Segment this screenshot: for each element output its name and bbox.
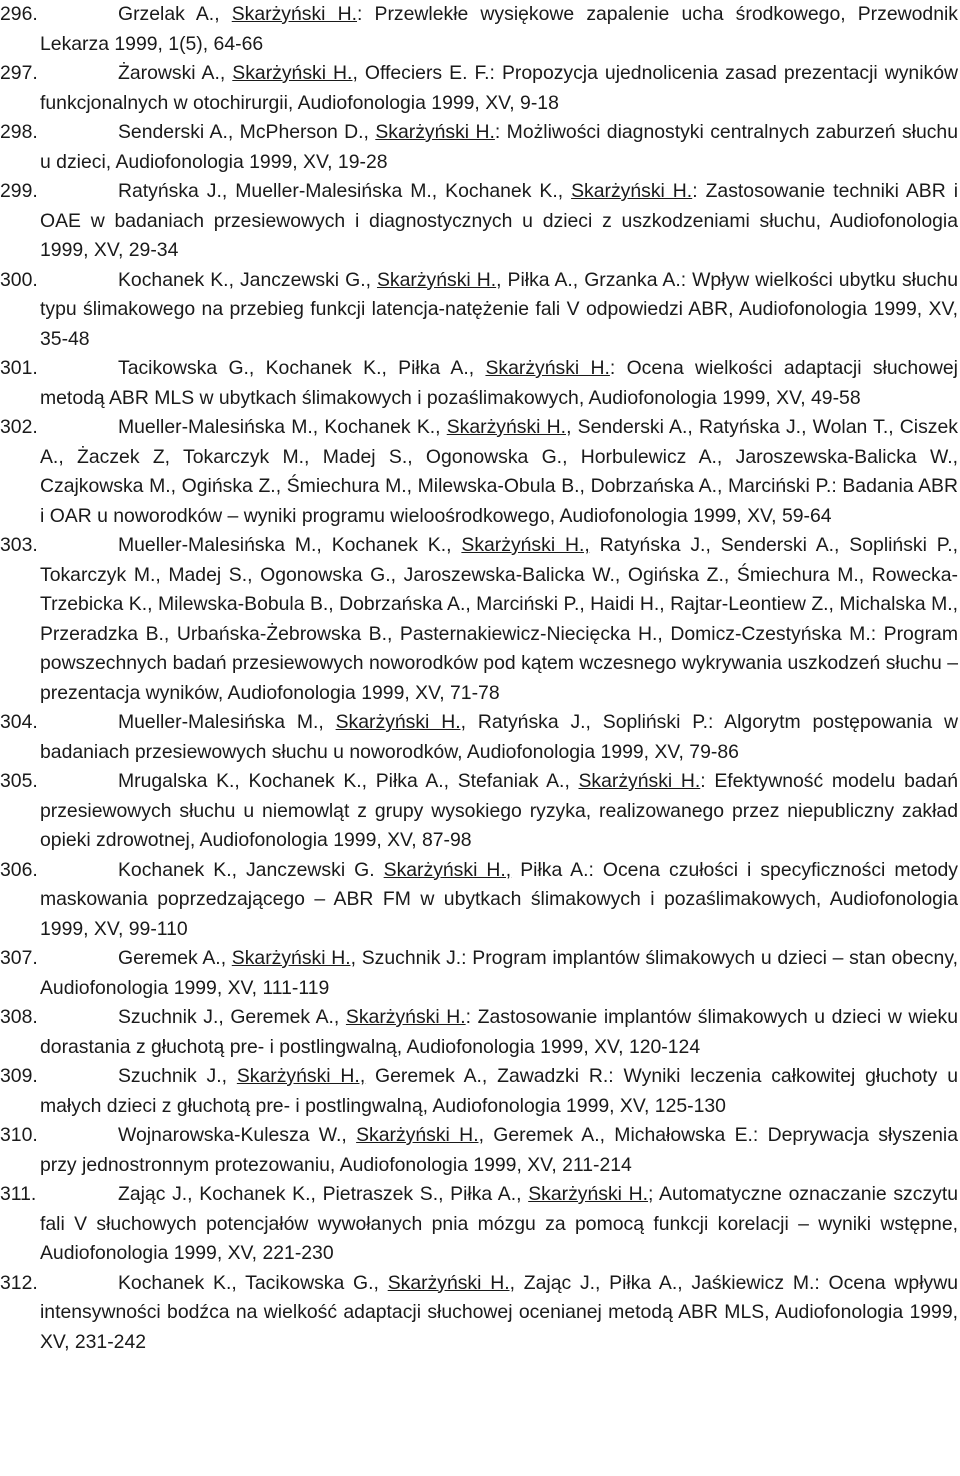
entry-text: Piłka A.: Ocena czułości i specyficzności metody maskowania poprzedzającego – ABR FM w ubytkach ślimakowych i pozaślimakowych, Audiofonologia 1999, XV, 99-110	[40, 858, 958, 940]
entry-number: 311.	[0, 1183, 37, 1205]
entry-text: Ratyńska J., Senderski A., Sopliński P., Tokarczyk M., Madej S., Ogonowska G., Jaroszewska-Balicka W., Ogińska Z., Śmiechura M., Rowecka-Trzebicka K., Milewska-Bobula B., Dobrzańska A., Marciński P., Haidi H., Rajtar-Leontiew Z., Michalska M., Przeradzka B., Urbańska-Żebrowska B., Pasternakiewicz-Niecięcka H., Domicz-Czestyńska M.: Program powszechnych badań przesiewowych noworodków pod kątem wczesnego wykrywania uszkodzeń słuchu – prezentacja wyników, Audiofonologia 1999, XV, 71-78	[40, 534, 958, 704]
bibliography-entry	[0, 531, 958, 708]
entry-number: 310.	[0, 1124, 38, 1146]
entry-text: Mueller-Malesińska M., Kochanek K.,	[118, 534, 462, 556]
bibliography-entry	[0, 1121, 958, 1180]
underlined-author: Skarżyński H.	[231, 3, 358, 25]
entry-number: 297.	[0, 62, 38, 84]
entry-text: Ratyńska J., Sopliński P.: Algorytm postępowania w badaniach przesiewowych słuchu u noworodków, Audiofonologia 1999, XV, 79-86	[40, 711, 958, 763]
bibliography-entry	[0, 59, 958, 118]
entry-text: : Zastosowanie implantów ślimakowych u dzieci w wieku dorastania z głuchotą pre- i postlingwalną, Audiofonologia 1999, XV, 120-124	[40, 1006, 958, 1058]
entry-text: : Możliwości diagnostyki centralnych zaburzeń słuchu u dzieci, Audiofonologia 1999, XV, 19-28	[40, 121, 958, 173]
underlined-author: Skarżyński H.,	[335, 711, 466, 733]
bibliography-entry	[0, 1180, 958, 1269]
entry-text: Mueller-Malesińska M., Kochanek K.,	[118, 416, 447, 438]
entry-number: 309.	[0, 1065, 38, 1087]
entry-number: 299.	[0, 180, 38, 202]
underlined-author: Skarżyński H.,	[356, 1124, 484, 1146]
entry-text: Senderski A., Ratyńska J., Wolan T., Ciszek A., Żaczek Z, Tokarczyk M., Madej S., Ogonowska G., Horbulewicz A., Jaroszewska-Balicka W., Czajkowska M., Ogińska Z., Śmiechura M., Milewska-Obula B., Dobrzańska A., Marciński P.: Badania ABR i OAR u noworodków – wyniki programu wieloośrodkowego, Audiofonologia 1999, XV, 59-64	[40, 416, 958, 527]
bibliography-entry	[0, 0, 958, 59]
entry-text: : Przewlekłe wysiękowe zapalenie ucha środkowego, Przewodnik Lekarza 1999, 1(5), 64-66	[40, 3, 958, 55]
underlined-author: Skarżyński H.	[375, 121, 495, 143]
underlined-author: Skarżyński H.	[528, 1183, 649, 1205]
underlined-author: Skarżyński H.,	[446, 416, 572, 438]
entry-text: Ratyńska J., Mueller-Malesińska M., Kochanek K.,	[118, 180, 572, 202]
bibliography-entry	[0, 118, 958, 177]
underlined-author: Skarżyński H.,	[236, 1065, 366, 1087]
entry-text: Kochanek K., Tacikowska G.,	[118, 1271, 388, 1294]
entry-number: 306.	[0, 858, 38, 881]
entry-text: Mueller-Malesińska M.,	[118, 711, 336, 733]
underlined-author: Skarżyński H.,	[387, 1271, 515, 1294]
bibliography-entry	[0, 944, 958, 1003]
entry-number: 302.	[0, 416, 38, 438]
bibliography-entry	[0, 708, 958, 767]
bibliography-entry	[0, 856, 958, 945]
entry-text: : Ocena wielkości adaptacji słuchowej metodą ABR MLS w ubytkach ślimakowych i pozaślimakowych, Audiofonologia 1999, XV, 49-58	[40, 357, 958, 409]
entry-text: Geremek A., Zawadzki R.: Wyniki leczenia całkowitej głuchoty u małych dzieci z głuchotą pre- i postlingwalną, Audiofonologia 1999, XV, 125-130	[40, 1065, 958, 1117]
entry-number: 296.	[0, 3, 38, 25]
entry-text: Kochanek K., Janczewski G.,	[118, 268, 377, 291]
entry-text: Szuchnik J.: Program implantów ślimakowych u dzieci – stan obecny, Audiofonologia 1999, XV, 111-119	[40, 947, 958, 999]
entry-text: , Piłka A., Grzanka A.: Wpływ wielkości ubytku słuchu typu ślimakowego na przebieg funkcji latencja-natężenie fali V odpowiedzi ABR, Audiofonologia 1999, XV, 35-48	[40, 268, 958, 350]
underlined-author: Skarżyński H.,	[383, 858, 512, 881]
bibliography-entry	[0, 413, 958, 531]
entry-number: 312.	[0, 1271, 38, 1294]
underlined-author: Skarżyński H.	[578, 770, 701, 792]
entry-number: 300.	[0, 268, 38, 291]
underlined-author: Skarżyński H.,	[461, 534, 590, 556]
underlined-author: Skarżyński H.	[485, 357, 610, 379]
entry-text: Kochanek K., Janczewski G.	[118, 858, 384, 881]
entry-text: Zając J., Kochanek K., Pietraszek S., Piłka A.,	[118, 1183, 529, 1205]
entry-text: Szuchnik J.,	[118, 1065, 237, 1087]
entry-number: 298.	[0, 121, 38, 143]
bibliography-entry	[0, 767, 958, 856]
entry-number: 301.	[0, 357, 38, 379]
bibliography-entry	[0, 1269, 958, 1358]
entry-number: 304.	[0, 711, 38, 733]
entry-text: Mrugalska K., Kochanek K., Piłka A., Stefaniak A.,	[118, 770, 579, 792]
entry-number: 303.	[0, 534, 38, 556]
bibliography-entry	[0, 1003, 958, 1062]
entry-number: 308.	[0, 1006, 38, 1028]
entry-text: Geremek A.,	[118, 947, 232, 969]
entry-text: Tacikowska G., Kochanek K., Piłka A.,	[118, 357, 486, 379]
bibliography-entry	[0, 177, 958, 266]
bibliography-entry	[0, 266, 958, 355]
entry-number: 305.	[0, 770, 38, 792]
bibliography-entry	[0, 354, 958, 413]
entry-text: Senderski A., McPherson D.,	[118, 121, 376, 143]
entry-number: 307.	[0, 947, 38, 969]
entry-text: , Offeciers E. F.: Propozycja ujednolicenia zasad prezentacji wyników funkcjonalnych w otochirurgii, Audiofonologia 1999, XV, 9-18	[40, 62, 959, 114]
underlined-author: Skarżyński H.,	[231, 947, 357, 969]
underlined-author: Skarżyński H.	[376, 268, 497, 291]
entry-text: Grzelak A.,	[118, 3, 232, 25]
entry-text: : Zastosowanie techniki ABR i OAE w badaniach przesiewowych i diagnostycznych u dzieci z uszkodzeniami słuchu, Audiofonologia 1999, XV, 29-34	[40, 180, 958, 261]
entry-text: Zając J., Piłka A., Jaśkiewicz M.: Ocena wpływu intensywności bodźca na wielkość adaptacji słuchowej ocenianej metodą ABR MLS, Audiofonologia 1999, XV, 231-242	[40, 1271, 958, 1353]
entry-text: Wojnarowska-Kulesza W.,	[118, 1124, 357, 1146]
bibliography-entry	[0, 1062, 958, 1121]
underlined-author: Skarżyński H.	[232, 62, 353, 84]
entry-text: Żarowski A.,	[118, 62, 233, 84]
entry-text: ; Automatyczne oznaczanie szczytu fali V słuchowych potencjałów wywołanych pnia mózgu za pomocą funkcji korelacji – wyniki wstępne, Audiofonologia 1999, XV, 221-230	[40, 1183, 959, 1264]
entry-text: Szuchnik J., Geremek A.,	[118, 1006, 346, 1028]
underlined-author: Skarżyński H.	[345, 1006, 466, 1028]
entry-text: : Efektywność modelu badań przesiewowych słuchu u niemowląt z grupy wysokiego ryzyka, realizowanego przez niepubliczny zakład opieki zdrowotnej, Audiofonologia 1999, XV, 87-98	[40, 770, 958, 851]
underlined-author: Skarżyński H.	[571, 180, 693, 202]
entry-text: Geremek A., Michałowska E.: Deprywacja słyszenia przy jednostronnym protezowaniu, Audiofonologia 1999, XV, 211-214	[40, 1124, 958, 1176]
